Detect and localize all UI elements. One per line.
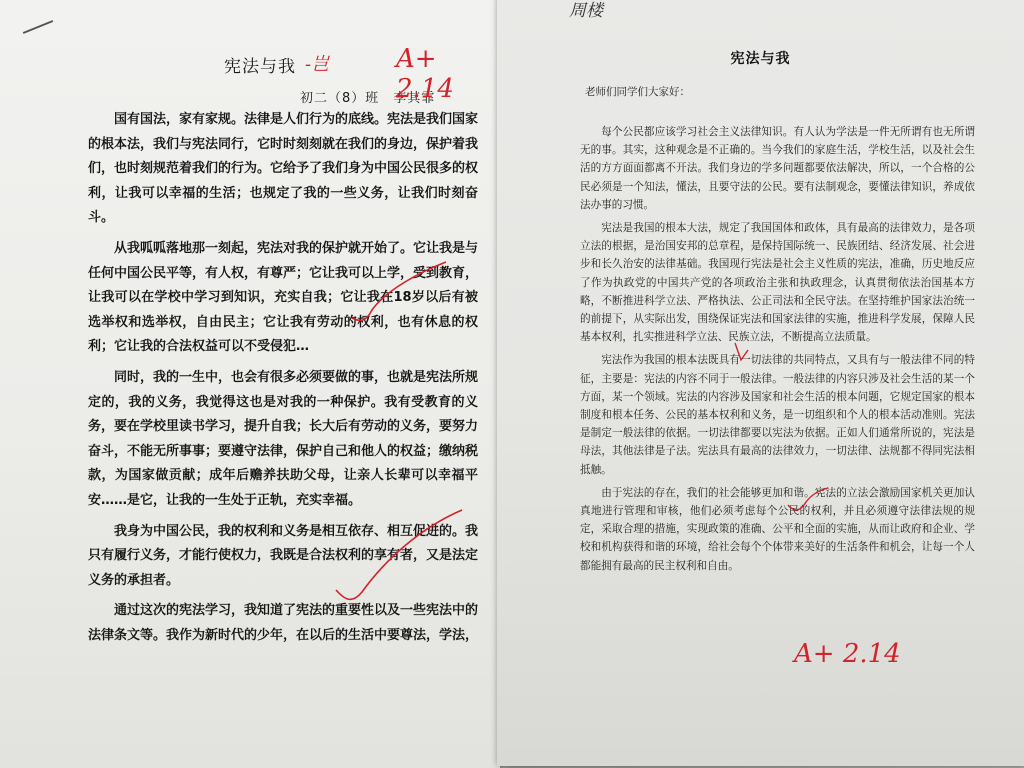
left-paragraph-1: 国有国法，家有家规。法律是人们行为的底线。宪法是我们国家的根本法，我们与宪法同行，它时时刻刻就在我们的身边，保护着我们，也时刻规范着我们的行为。它给予了我们身为中国公民很多的权利，让我可以幸福的生活；也规定了我的一些义务，让我们时刻奋斗。 bbox=[88, 112, 479, 226]
right-paragraph-2: 宪法是我国的根本大法，规定了我国国体和政体，具有最高的法律效力，是各项立法的根据，是治国安邦的总章程，是保持国际统一、民族团结、经济发展、社会进步和长久治安的法律基础。我国现行宪法是社会主义性质的宪法，准确，历史地反应了作为执政党的中国共产党的各项政治主张和执政理念，认真贯彻依法治国基本方略，不断推进科学立法、严格执法、公正司法和全民守法。在坚持维护国家法治统一的前提下，从实际出发，围绕保证宪法和国家法律的实施，推进科学发展，保障人民基本权利，扎实推进科学立法、民族立法，不断提高立法质量。 bbox=[580, 222, 975, 344]
left-essay-byline: 初二（8）班 李其霏 bbox=[300, 91, 436, 106]
left-paragraph-2: 从我呱呱落地那一刻起，宪法对我的保护就开始了。它让我是与任何中国公民平等，有人权，有尊严；它让我可以上学，受到教育，让我可以在学校中学习到知识，充实自我；它让我在18岁以后有被选举权和选举权，自由民主；它让我有劳动的权利，也有休息的权利；它让我的合法权益可以不受侵犯… bbox=[88, 240, 479, 355]
right-essay-greeting: 老师们同学们大家好： bbox=[585, 86, 690, 98]
right-paragraph-3: 宪法作为我国的根本法既具有一切法律的共同特点，又具有与一般法律不同的特征，主要是：宪法的内容不同于一般法律。一般法律的内容只涉及社会生活的某一个方面，某一个领域。宪法的内容涉及国家和社会生活的根本问题，它规定国家的根本制度和根本任务、公民的基本权利和义务，是一切组织和个人的根本活动准则。宪法是制定一般法律的依据。一切法律都要以宪法为依据。正如人们通常所说的，宪法是母法，其他法律是子法。宪法具有最高的法律效力，一切法律、法规都不得同宪法相抵触。 bbox=[580, 354, 975, 476]
right-grade-mark: A+ 2.14 bbox=[794, 639, 901, 669]
right-paragraph-4: 由于宪法的存在，我们的社会能够更加和谐。宪法的立法会激励国家机关更加认真地进行管理和审核，他们必须考虑每个公民的权利，并且必须遵守法律法规的规定，采取合理的措施，实现政策的准确、公平和全面的实施，从而让政府和企业、学校和机构获得和谐的环境，给社会每个个体带来美好的生活条件和机会，让每一个人都能拥有最高的民主权利和自由。 bbox=[580, 486, 975, 572]
left-essay-title: 宪法与我 bbox=[224, 57, 296, 77]
left-essay-body bbox=[88, 108, 478, 654]
left-grade-mark: A+ 2.14 bbox=[396, 44, 454, 104]
left-essay-page bbox=[0, 0, 500, 768]
left-paragraph-3: 同时，我的一生中，也会有很多必须要做的事，也就是宪法所规定的，我的义务，我觉得这也是对我的一种保护。我有受教育的义务，要在学校里读书学习，提升自我；长大后有劳动的义务，要努力奋斗，不能无所事事；要遵守法律，保护自己和他人的权益；缴纳税款，为国家做贡献；成年后赡养扶助父母，让亲人长辈可以幸福平安……是它，让我的一生处于正轨，充实幸福。 bbox=[88, 369, 479, 508]
right-writer-name: 周楼 bbox=[569, 1, 603, 21]
left-paragraph-5: 通过这次的宪法学习，我知道了宪法的重要性以及一些宪法中的法律条文等。我作为新时代的少年，在以后的生活中要尊法，学法， bbox=[88, 603, 479, 643]
right-essay-title: 宪法与我 bbox=[730, 51, 791, 67]
left-paragraph-4: 我身为中国公民，我的权利和义务是相互依存、相互促进的。我只有履行义务，才能行使权力，我既是合法权利的享有者，又是法定义务的承担者。 bbox=[88, 523, 479, 588]
right-essay-body bbox=[580, 123, 975, 580]
teacher-note-mark: -岂 bbox=[305, 54, 330, 75]
right-paragraph-1: 每个公民都应该学习社会主义法律知识。有人认为学法是一件无所谓有也无所谓无的事。其实，这种观念是不正确的。当今我们的家庭生活，学校生活，以及社会生活的方方面面都离不开法。我们身边的学多问题都要依法解决，所以，一个合格的公民必须是一个知法，懂法，且要守法的公民。要有法制观念，要懂法律知识，养成依法办事的习惯。 bbox=[580, 126, 975, 211]
right-essay-page bbox=[497, 0, 1024, 766]
pen-stroke-mark bbox=[23, 20, 53, 34]
